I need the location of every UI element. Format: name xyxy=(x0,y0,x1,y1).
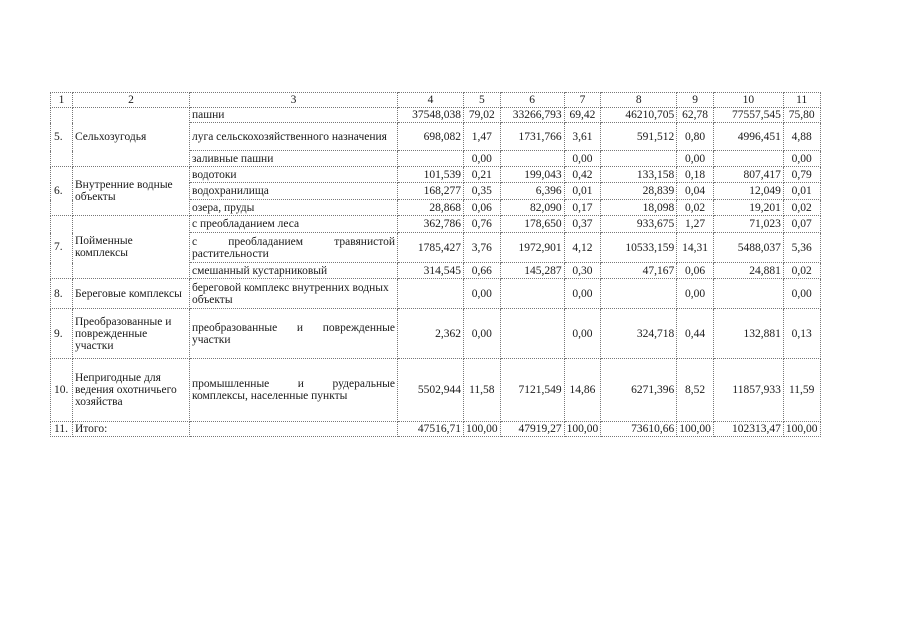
total-area-cell: 73610,66 xyxy=(601,422,677,437)
area-cell: 6271,396 xyxy=(601,359,677,422)
row-number: 10. xyxy=(51,359,73,422)
area-cell: 18,098 xyxy=(601,200,677,216)
row-number: 6. xyxy=(51,167,73,216)
area-cell: 71,023 xyxy=(713,216,783,233)
column-header: 5 xyxy=(464,93,501,108)
percent-cell: 11,58 xyxy=(464,359,501,422)
area-cell: 10533,159 xyxy=(601,233,677,263)
area-cell: 28,868 xyxy=(398,200,464,216)
column-header: 6 xyxy=(500,93,564,108)
percent-cell: 0,07 xyxy=(783,216,820,233)
total-area-cell: 47919,27 xyxy=(500,422,564,437)
subcategory-name: заливные пашни xyxy=(190,151,398,167)
header-row xyxy=(51,93,821,108)
percent-cell: 0,00 xyxy=(564,279,601,309)
area-cell: 11857,933 xyxy=(713,359,783,422)
subcategory-name: промышленные и рудеральные комплексы, населенные пункты xyxy=(190,359,398,422)
percent-cell: 0,42 xyxy=(564,167,601,183)
percent-cell: 0,66 xyxy=(464,263,501,279)
row-number: 7. xyxy=(51,216,73,279)
column-header: 10 xyxy=(713,93,783,108)
table-row xyxy=(51,108,821,123)
table-row xyxy=(51,359,821,422)
percent-cell: 0,00 xyxy=(464,309,501,359)
percent-cell: 69,42 xyxy=(564,108,601,123)
area-cell: 698,082 xyxy=(398,123,464,151)
subcategory-name: пашни xyxy=(190,108,398,123)
area-cell: 5502,944 xyxy=(398,359,464,422)
column-header: 8 xyxy=(601,93,677,108)
area-cell: 12,049 xyxy=(713,183,783,200)
column-header: 4 xyxy=(398,93,464,108)
subcategory-name: водохранилища xyxy=(190,183,398,200)
area-cell: 24,881 xyxy=(713,263,783,279)
percent-cell: 0,01 xyxy=(783,183,820,200)
area-cell: 1731,766 xyxy=(500,123,564,151)
column-header: 11 xyxy=(783,93,820,108)
area-cell: 101,539 xyxy=(398,167,464,183)
area-cell: 5488,037 xyxy=(713,233,783,263)
area-cell: 933,675 xyxy=(601,216,677,233)
total-percent-cell: 100,00 xyxy=(464,422,501,437)
area-cell: 591,512 xyxy=(601,123,677,151)
table-row xyxy=(51,279,821,309)
total-area-cell: 47516,71 xyxy=(398,422,464,437)
subcategory-name: преобразованные и поврежденные участки xyxy=(190,309,398,359)
percent-cell: 0,00 xyxy=(783,279,820,309)
subcategory-name: с преобладанием травянистой растительности xyxy=(190,233,398,263)
percent-cell: 1,27 xyxy=(677,216,714,233)
column-header: 7 xyxy=(564,93,601,108)
percent-cell: 0,80 xyxy=(677,123,714,151)
column-header: 9 xyxy=(677,93,714,108)
column-header: 2 xyxy=(73,93,190,108)
area-cell: 362,786 xyxy=(398,216,464,233)
area-cell xyxy=(713,151,783,167)
percent-cell: 4,12 xyxy=(564,233,601,263)
area-cell: 33266,793 xyxy=(500,108,564,123)
percent-cell: 0,30 xyxy=(564,263,601,279)
percent-cell: 0,44 xyxy=(677,309,714,359)
area-cell: 2,362 xyxy=(398,309,464,359)
percent-cell: 11,59 xyxy=(783,359,820,422)
area-cell: 37548,038 xyxy=(398,108,464,123)
row-number: 5. xyxy=(51,108,73,167)
category-name: Непригодные для ведения охотничьего хозяйства xyxy=(73,359,190,422)
area-cell xyxy=(601,279,677,309)
area-cell xyxy=(398,151,464,167)
category-name: Внутренние водные объекты xyxy=(73,167,190,216)
percent-cell: 0,00 xyxy=(677,151,714,167)
percent-cell: 62,78 xyxy=(677,108,714,123)
area-cell: 6,396 xyxy=(500,183,564,200)
percent-cell: 0,04 xyxy=(677,183,714,200)
percent-cell: 4,88 xyxy=(783,123,820,151)
percent-cell: 8,52 xyxy=(677,359,714,422)
percent-cell: 0,02 xyxy=(783,200,820,216)
percent-cell: 0,37 xyxy=(564,216,601,233)
area-cell: 807,417 xyxy=(713,167,783,183)
area-cell: 324,718 xyxy=(601,309,677,359)
area-cell: 1785,427 xyxy=(398,233,464,263)
percent-cell: 1,47 xyxy=(464,123,501,151)
percent-cell: 0,35 xyxy=(464,183,501,200)
category-name: Пойменные комплексы xyxy=(73,216,190,279)
percent-cell: 5,36 xyxy=(783,233,820,263)
area-cell: 199,043 xyxy=(500,167,564,183)
percent-cell: 0,01 xyxy=(564,183,601,200)
category-name: Береговые комплексы xyxy=(73,279,190,309)
subcategory-name: озера, пруды xyxy=(190,200,398,216)
percent-cell: 0,79 xyxy=(783,167,820,183)
percent-cell: 0,00 xyxy=(677,279,714,309)
percent-cell: 14,86 xyxy=(564,359,601,422)
area-cell: 19,201 xyxy=(713,200,783,216)
table-body xyxy=(51,93,821,437)
area-cell: 77557,545 xyxy=(713,108,783,123)
area-cell xyxy=(398,279,464,309)
area-cell xyxy=(500,151,564,167)
area-cell: 47,167 xyxy=(601,263,677,279)
subcategory-name: береговой комплекс внутренних водных объекты xyxy=(190,279,398,309)
subcategory-name: смешанный кустарниковый xyxy=(190,263,398,279)
subcategory-name: с преобладанием леса xyxy=(190,216,398,233)
percent-cell: 75,80 xyxy=(783,108,820,123)
row-number: 8. xyxy=(51,279,73,309)
area-cell: 4996,451 xyxy=(713,123,783,151)
percent-cell: 0,21 xyxy=(464,167,501,183)
category-name: Сельхозугодья xyxy=(73,108,190,167)
percent-cell: 0,00 xyxy=(564,151,601,167)
area-cell: 7121,549 xyxy=(500,359,564,422)
area-cell: 46210,705 xyxy=(601,108,677,123)
row-number: 9. xyxy=(51,309,73,359)
percent-cell: 0,00 xyxy=(464,151,501,167)
subcategory-name: луга сельскохозяйственного назначения xyxy=(190,123,398,151)
percent-cell: 0,06 xyxy=(464,200,501,216)
subcategory-name xyxy=(190,422,398,437)
table-row xyxy=(51,309,821,359)
area-cell: 133,158 xyxy=(601,167,677,183)
area-cell: 1972,901 xyxy=(500,233,564,263)
area-cell: 82,090 xyxy=(500,200,564,216)
total-label: Итого: xyxy=(73,422,190,437)
area-cell: 28,839 xyxy=(601,183,677,200)
percent-cell: 0,18 xyxy=(677,167,714,183)
total-row xyxy=(51,422,821,437)
column-header: 1 xyxy=(51,93,73,108)
total-percent-cell: 100,00 xyxy=(783,422,820,437)
area-cell xyxy=(500,279,564,309)
percent-cell: 0,13 xyxy=(783,309,820,359)
percent-cell: 3,76 xyxy=(464,233,501,263)
area-cell: 314,545 xyxy=(398,263,464,279)
total-percent-cell: 100,00 xyxy=(677,422,714,437)
percent-cell: 14,31 xyxy=(677,233,714,263)
total-area-cell: 102313,47 xyxy=(713,422,783,437)
area-cell: 145,287 xyxy=(500,263,564,279)
area-cell: 178,650 xyxy=(500,216,564,233)
percent-cell: 3,61 xyxy=(564,123,601,151)
table-row xyxy=(51,216,821,233)
category-name: Преобразованные и поврежденные участки xyxy=(73,309,190,359)
column-header: 3 xyxy=(190,93,398,108)
percent-cell: 79,02 xyxy=(464,108,501,123)
area-cell xyxy=(601,151,677,167)
row-number: 11. xyxy=(51,422,73,437)
percent-cell: 0,06 xyxy=(677,263,714,279)
percent-cell: 0,00 xyxy=(564,309,601,359)
percent-cell: 0,02 xyxy=(677,200,714,216)
total-percent-cell: 100,00 xyxy=(564,422,601,437)
land-category-table xyxy=(50,92,821,437)
area-cell: 132,881 xyxy=(713,309,783,359)
percent-cell: 0,00 xyxy=(783,151,820,167)
percent-cell: 0,76 xyxy=(464,216,501,233)
area-cell xyxy=(713,279,783,309)
table-row xyxy=(51,167,821,183)
area-cell xyxy=(500,309,564,359)
percent-cell: 0,02 xyxy=(783,263,820,279)
percent-cell: 0,00 xyxy=(464,279,501,309)
area-cell: 168,277 xyxy=(398,183,464,200)
subcategory-name: водотоки xyxy=(190,167,398,183)
percent-cell: 0,17 xyxy=(564,200,601,216)
